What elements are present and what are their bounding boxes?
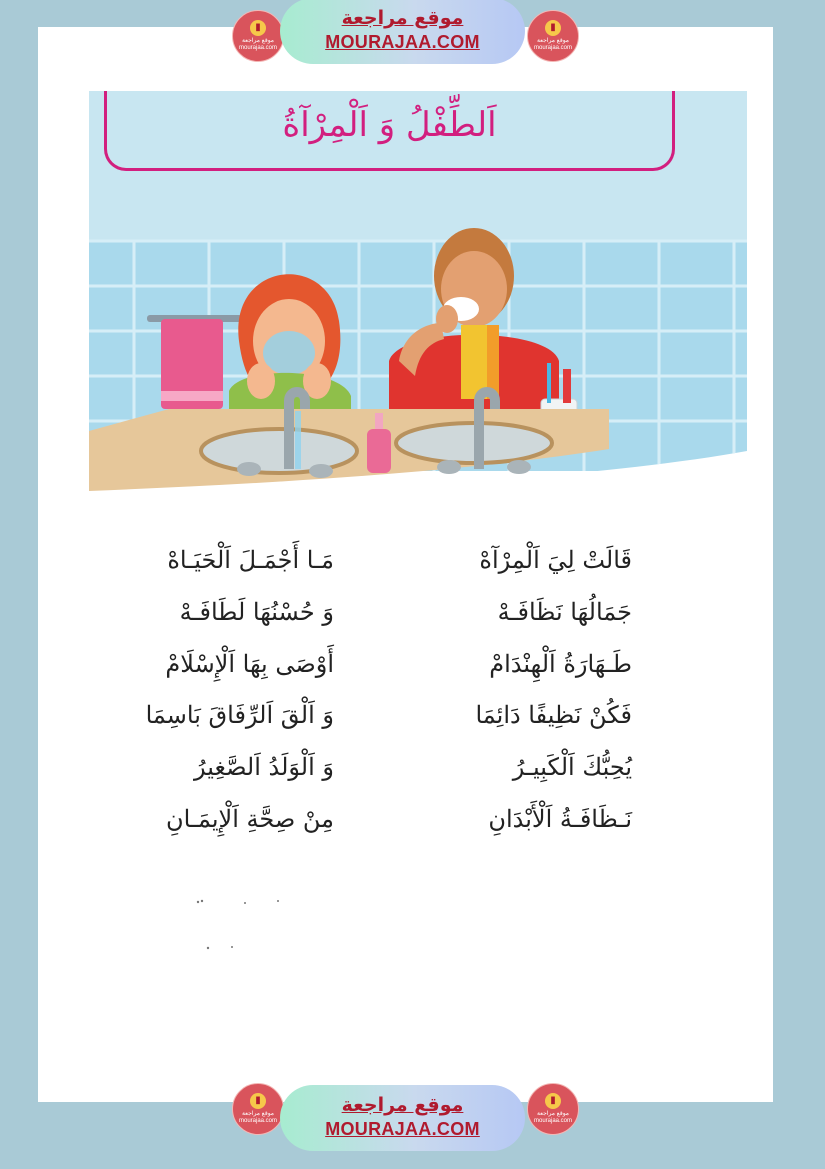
poem-verse: يُحِبُّكَ اَلْكَبِيـرُ — [512, 753, 632, 782]
poem-verse: نَـظَافَـةُ اَلْأَبْدَانِ — [488, 804, 632, 833]
site-logo-right-bottom[interactable]: ▮ موقع مراجعة mourajaa.com — [527, 1083, 579, 1135]
lesson-title: اَلطِّفْلُ وَ اَلْمِرْآةُ — [282, 105, 497, 145]
poem-verse: مِنْ صِحَّةِ اَلْإِيمَـانِ — [166, 804, 334, 833]
site-logo-right-top[interactable]: ▮ موقع مراجعة mourajaa.com — [527, 10, 579, 62]
book-icon: ▮ — [250, 1093, 266, 1109]
site-name-arabic[interactable]: موقع مراجعة — [341, 7, 464, 29]
site-logo-left-bottom[interactable]: ▮ موقع مراجعة mourajaa.com — [232, 1083, 284, 1135]
stray-marks — [150, 880, 300, 960]
poem-verse: وَ اَلْقَ اَلرِّفَاقَ بَاسِمَا — [145, 701, 334, 730]
site-domain-link[interactable]: MOURAJAA.COM — [325, 32, 480, 52]
book-icon: ▮ — [545, 20, 561, 36]
site-domain-link[interactable]: MOURAJAA.COM — [325, 1119, 480, 1139]
poem-left-column — [30, 535, 334, 846]
lesson-title-box — [104, 91, 675, 171]
book-icon: ▮ — [250, 20, 266, 36]
poem-verse: وَ اَلْوَلَدُ اَلصَّغِيرُ — [194, 753, 334, 782]
poem-verse: أَوْصَى بِهَا اَلْإِسْلَامْ — [165, 649, 334, 678]
poem-verse: فَكُنْ نَظِيفًا دَائِمَا — [475, 701, 632, 730]
book-icon: ▮ — [545, 1093, 561, 1109]
poem-verse: مَـا أَجْمَـلَ اَلْحَيَـاهْ — [167, 546, 334, 574]
poem-right-column — [340, 535, 632, 846]
poem-verse: وَ حُسْنُهَا لَطَافَـهْ — [179, 597, 334, 626]
site-banner-top[interactable] — [280, 0, 525, 64]
poem-verse: طَـهَارَةُ اَلْهِنْدَامْ — [489, 649, 632, 678]
poem-verse: قَالَتْ لِيَ اَلْمِرْآهْ — [479, 546, 632, 574]
site-logo-left-top[interactable]: ▮ موقع مراجعة mourajaa.com — [232, 10, 284, 62]
site-banner-bottom[interactable] — [280, 1085, 525, 1151]
poem-verse: جَمَالُهَا نَظَافَـهْ — [497, 597, 632, 626]
site-name-arabic[interactable]: موقع مراجعة — [341, 1094, 464, 1116]
